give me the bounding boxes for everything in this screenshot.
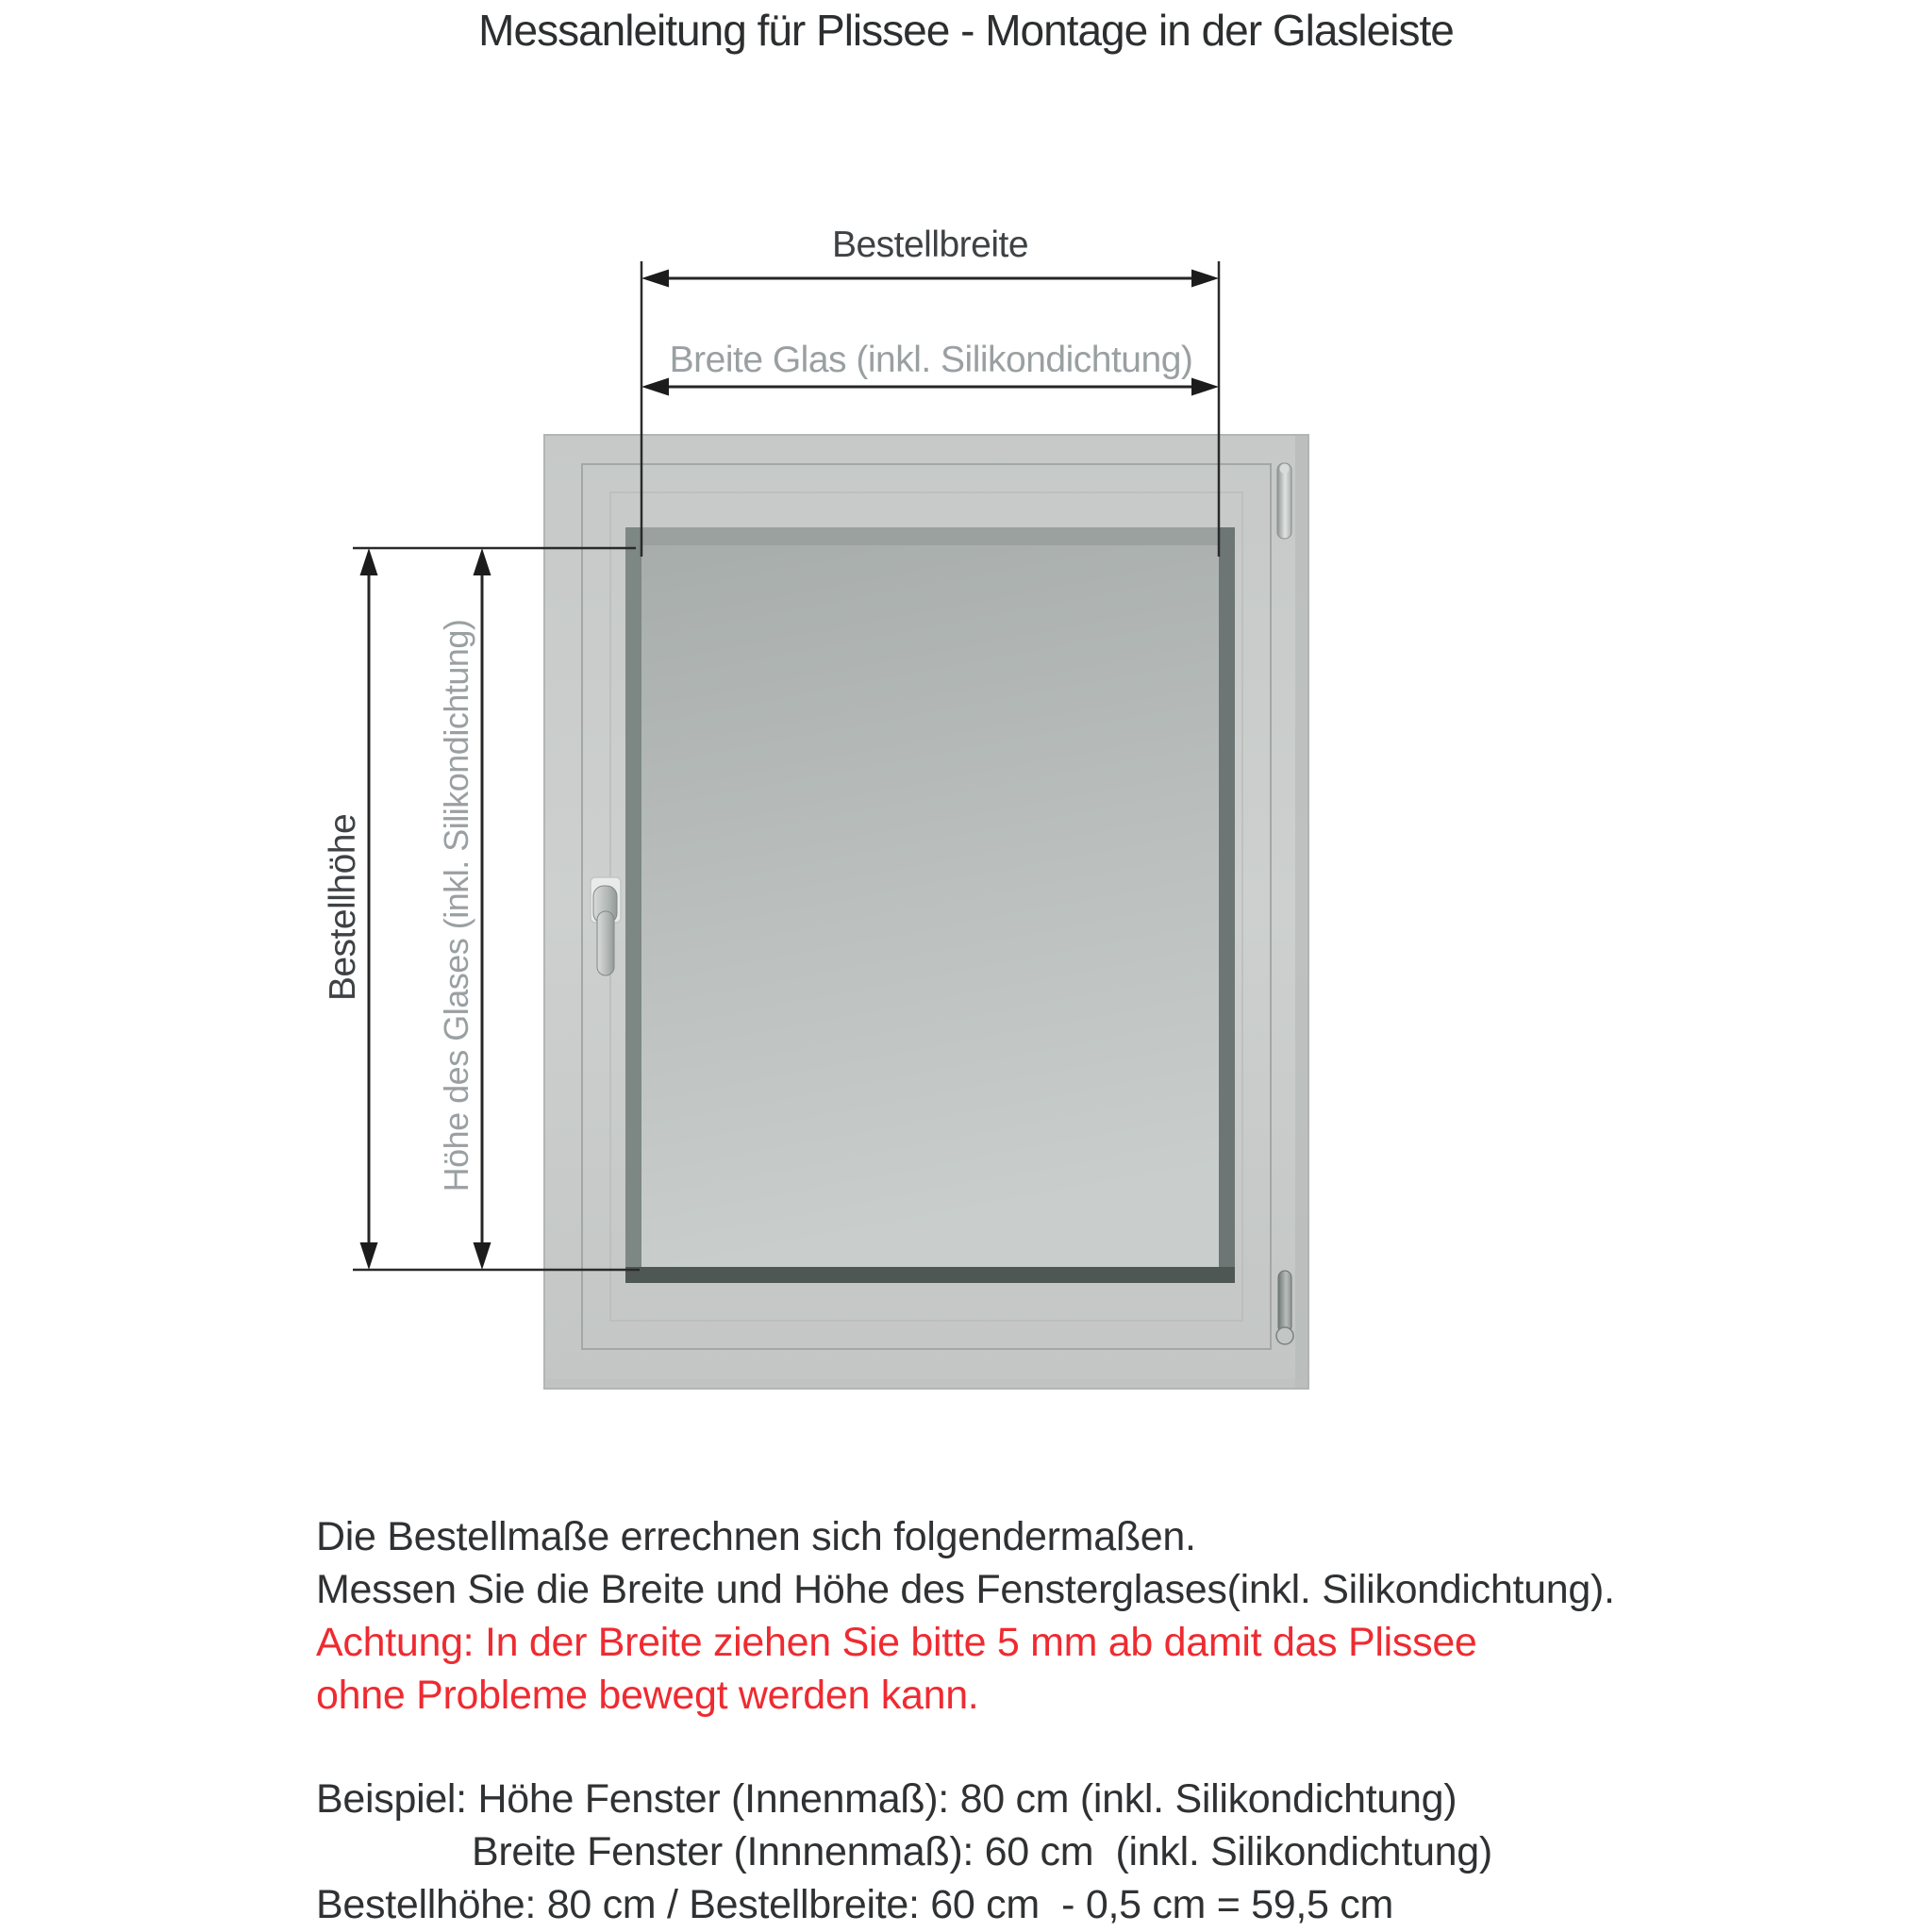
arrowhead-down-icon: [360, 1242, 378, 1270]
example-line-2: Breite Fenster (Innnenmaß): 60 cm (inkl. Silikondichtung): [472, 1829, 1492, 1874]
hinge-top-right: [1277, 463, 1291, 539]
glass-bead-right: [1219, 527, 1235, 1283]
window-frame-right-shade: [1295, 436, 1307, 1388]
instruction-line-1: Die Bestellmaße errechnen sich folgendermaßen.: [316, 1514, 1196, 1559]
instructions-block: [316, 1510, 1731, 1931]
hinge-bottom-right: [1276, 1271, 1293, 1344]
order-width-label: Bestellbreite: [831, 225, 1029, 265]
glass-bead-left: [625, 527, 641, 1283]
window-frame-bottom-shade: [546, 1379, 1307, 1388]
glass-width-label: Breite Glas (inkl. Silikondichtung): [669, 340, 1193, 380]
arrowhead-right-icon: [1191, 378, 1219, 396]
arrowhead-left-icon: [641, 378, 669, 396]
example-line-3: Bestellhöhe: 80 cm / Bestellbreite: 60 cm - 0,5 cm = 59,5 cm: [316, 1882, 1394, 1927]
arrowhead-up-icon: [474, 548, 491, 575]
example-line-1: Beispiel: Höhe Fenster (Innenmaß): 80 cm (inkl. Silikondichtung): [316, 1776, 1457, 1822]
arrowhead-left-icon: [641, 270, 669, 288]
warning-line-1: Achtung: In der Breite ziehen Sie bitte 5 mm ab damit das Plissee: [316, 1620, 1477, 1665]
glass-bead-top: [625, 527, 1235, 545]
page-title: Messanleitung für Plissee - Montage in der Glasleiste: [478, 6, 1454, 55]
order-height-label: Bestellhöhe: [323, 813, 363, 1002]
handle-lever: [597, 911, 614, 975]
arrowhead-down-icon: [474, 1242, 491, 1270]
window-illustration: [544, 435, 1308, 1389]
glass-height-label: Höhe des Glases (inkl. Silikondichtung): [437, 619, 475, 1192]
arrowhead-right-icon: [1191, 270, 1219, 288]
glass-bead-bottom: [625, 1267, 1235, 1283]
paragraph-spacer: [316, 1722, 1731, 1773]
instruction-line-2: Messen Sie die Breite und Höhe des Fensterglases(inkl. Silikondichtung).: [316, 1567, 1615, 1612]
window-glass: [641, 545, 1219, 1267]
warning-line-2: ohne Probleme bewegt werden kann.: [316, 1673, 979, 1718]
arrowhead-up-icon: [360, 548, 378, 575]
